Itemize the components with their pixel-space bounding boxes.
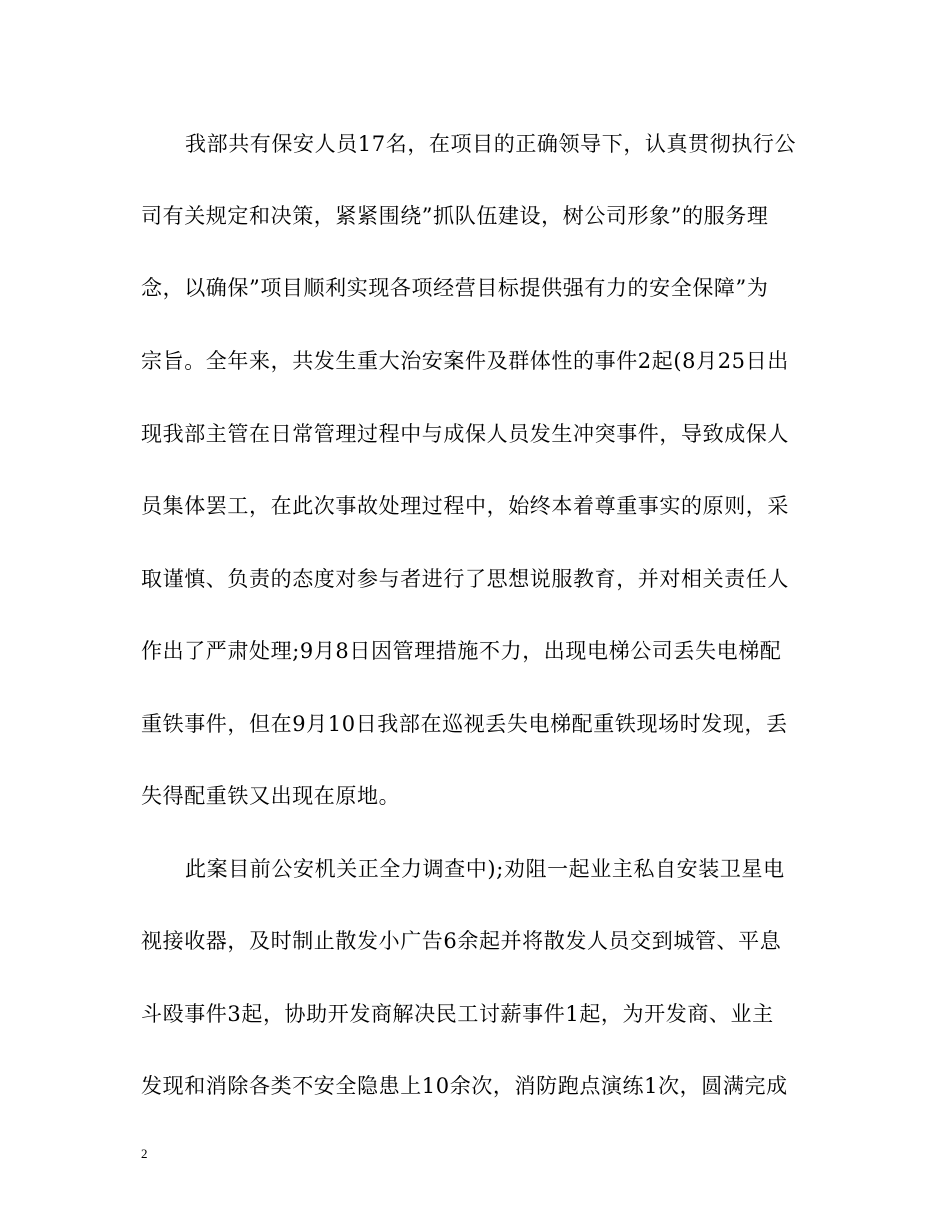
paragraph-1-line-7: 取谨慎、负责的态度对参与者进行了思想说服教育，并对相关责任人 [141,567,789,591]
paragraph-1-line-6: 员集体罢工，在此次事故处理过程中，始终本着尊重事实的原则，采 [141,494,789,518]
page-number: 2 [141,1146,148,1161]
paragraph-1-line-2: 司有关规定和决策，紧紧围绕”抓队伍建设，树公司形象”的服务理 [141,204,769,228]
paragraph-1-line-9: 重铁事件，但在9月10日我部在巡视丢失电梯配重铁现场时发现，丢 [141,712,788,736]
paragraph-1-line-8: 作出了严肃处理;9月8日因管理措施不力，出现电梯公司丢失电梯配 [141,639,782,663]
paragraph-2-line-2: 视接收器，及时制止散发小广告6余起并将散发人员交到城管、平息 [141,929,782,953]
paragraph-1-line-3: 念，以确保”项目顺利实现各项经营目标提供强有力的安全保障”为 [141,276,769,300]
paragraph-2-line-4: 发现和消除各类不安全隐患上10余次，消防跑点演练1次，圆满完成 [141,1074,788,1098]
paragraph-2-line-3: 斗殴事件3起，协助开发商解决民工讨薪事件1起，为开发商、业主 [141,1002,774,1026]
paragraph-1-line-5: 现我部主管在日常管理过程中与成保人员发生冲突事件，导致成保人 [141,422,789,446]
paragraph-1-line-10: 失得配重铁又出现在原地。 [141,784,401,808]
paragraph-1-line-1: 我部共有保安人员17名，在项目的正确领导下，认真贯彻执行公 [185,132,797,156]
paragraph-1-line-4: 宗旨。全年来，共发生重大治安案件及群体性的事件2起(8月25日出 [141,349,789,373]
paragraph-2-line-1: 此案目前公安机关正全力调查中);劝阻一起业主私自安装卫星电 [185,857,785,881]
